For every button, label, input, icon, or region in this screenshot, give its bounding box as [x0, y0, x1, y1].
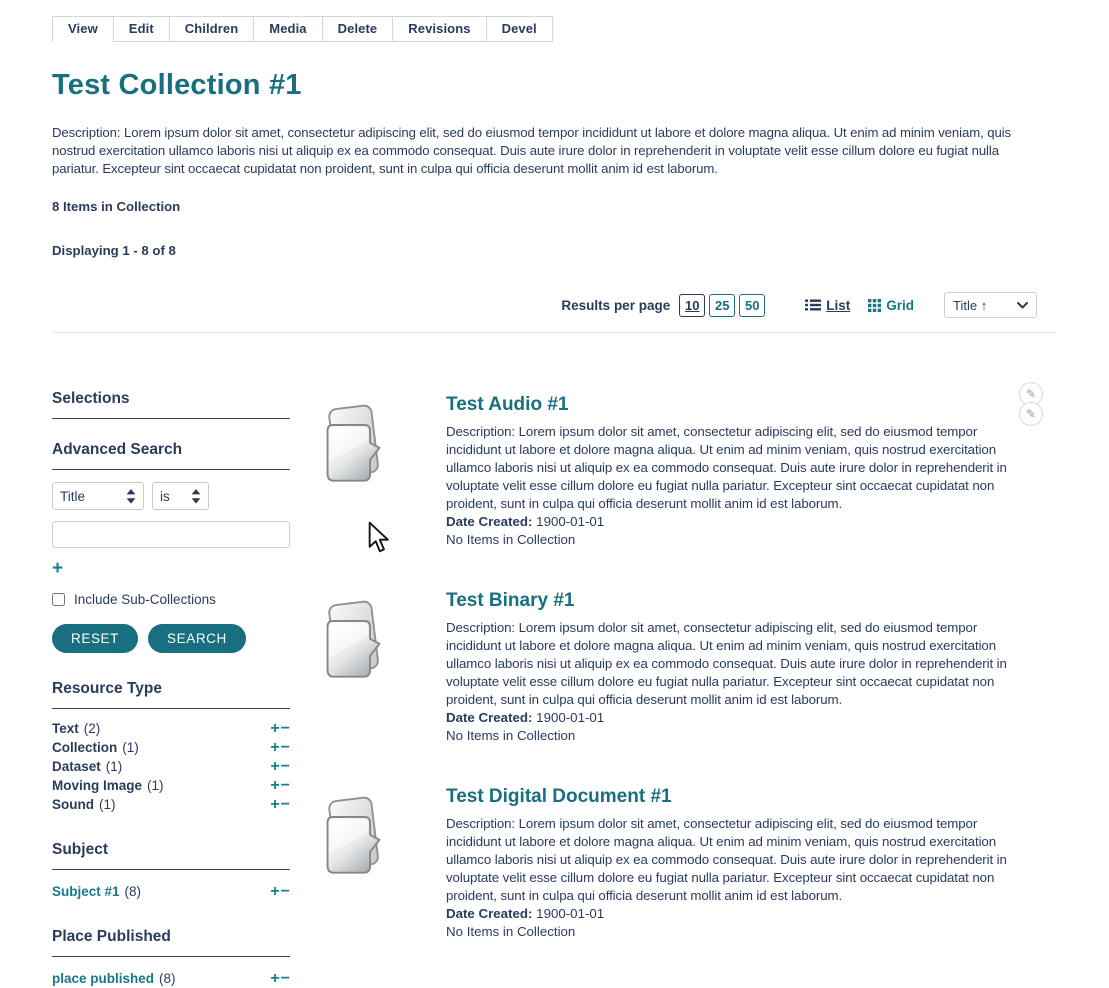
tab-revisions[interactable]: Revisions: [392, 16, 486, 42]
item-no-items-text: No Items in Collection: [446, 728, 576, 743]
facet-include-button[interactable]: +: [270, 795, 280, 813]
tab-media[interactable]: Media: [253, 16, 322, 42]
date-created-label: Date Created:: [446, 710, 533, 725]
results-bar: [52, 292, 1057, 333]
list-item: [320, 387, 1057, 549]
facet-include-button[interactable]: +: [270, 776, 280, 794]
resource-type-facets: [52, 719, 290, 814]
facet-link[interactable]: Text: [52, 721, 79, 736]
facet-row-sound: [52, 795, 290, 814]
add-search-row-button[interactable]: +: [52, 558, 64, 579]
facet-exclude-button[interactable]: −: [280, 738, 290, 756]
facet-link[interactable]: Dataset: [52, 759, 101, 774]
item-no-items-text: No Items in Collection: [446, 924, 576, 939]
resource-type-heading: Resource Type: [52, 680, 290, 709]
item-description: Description: Lorem ipsum dolor sit amet, consectetur adipiscing elit, sed do eiusmod tempor incididunt ut labore et dolore magna aliqua. Ut enim ad minim veniam, quis nostrud exercitation ullamco laboris nisi ut aliquip ex ea commodo consequat. Duis aute irure dolor in reprehenderit in voluptate velit esse cillum dolore eu fugiat nulla pariatur. Excepteur sint occaecat cupidatat non proident, sunt in culpa qui officia deserunt mollit anim id est laborum.: [446, 620, 1007, 707]
facet-row-moving-image: [52, 776, 290, 795]
facet-row-subject-1: [52, 882, 290, 901]
facet-count: (8): [159, 971, 176, 986]
page-size-25-button[interactable]: [709, 294, 735, 317]
pencil-icon: ✎: [1025, 387, 1037, 401]
facet-exclude-button[interactable]: −: [280, 719, 290, 737]
item-no-items-text: No Items in Collection: [446, 532, 576, 547]
facet-link[interactable]: Collection: [52, 740, 118, 755]
item-description: Description: Lorem ipsum dolor sit amet, consectetur adipiscing elit, sed do eiusmod tempor incididunt ut labore et dolore magna aliqua. Ut enim ad minim veniam, quis nostrud exercitation ullamco laboris nisi ut aliquip ex ea commodo consequat. Duis aute irure dolor in reprehenderit in voluptate velit esse cillum dolore eu fugiat nulla pariatur. Excepteur sint occaecat cupidatat non proident, sunt in culpa qui officia deserunt mollit anim id est laborum.: [446, 424, 1007, 511]
subject-heading: Subject: [52, 841, 290, 870]
sort-select-value: Title ↑: [953, 297, 988, 313]
reset-button[interactable]: RESET: [52, 624, 138, 653]
search-operator-select[interactable]: [152, 482, 209, 510]
tab-delete[interactable]: Delete: [322, 16, 394, 42]
search-operator-select-value: is: [160, 488, 170, 504]
facet-row-dataset: [52, 757, 290, 776]
tab-edit[interactable]: Edit: [113, 16, 170, 42]
collection-description: Description: Lorem ipsum dolor sit amet, consectetur adipiscing elit, sed do eiusmod tempor incididunt ut labore et dolore magna aliqua. Ut enim ad minim veniam, quis nostrud exercitation ullamco laboris nisi ut aliquip ex ea commodo consequat. Duis aute irure dolor in reprehenderit in voluptate velit esse cillum dolore eu fugiat nulla pariatur. Excepteur sint occaecat cupidatat non proident, sunt in culpa qui officia deserunt mollit anim id est laborum.: [52, 125, 1012, 176]
tab-children[interactable]: Children: [169, 16, 255, 42]
facet-include-button[interactable]: +: [270, 719, 280, 737]
facet-include-button[interactable]: +: [270, 757, 280, 775]
list-icon: [805, 299, 821, 311]
sort-select[interactable]: [944, 292, 1037, 318]
grid-view-toggle[interactable]: [868, 298, 914, 313]
select-updown-icon: [126, 489, 136, 504]
facet-include-button[interactable]: +: [270, 738, 280, 756]
item-title-link[interactable]: Test Binary #1: [446, 590, 575, 611]
list-view-toggle[interactable]: [805, 298, 850, 313]
pencil-icon: ✎: [1025, 407, 1037, 421]
grid-view-label: Grid: [886, 297, 914, 313]
facet-link[interactable]: place published: [52, 971, 155, 986]
facet-exclude-button[interactable]: −: [280, 757, 290, 775]
facet-count: (1): [99, 797, 116, 812]
facet-include-button[interactable]: +: [270, 969, 280, 987]
date-created-value: 1900-01-01: [536, 710, 605, 725]
facet-row-text: [52, 719, 290, 738]
edit-button[interactable]: [1019, 402, 1043, 426]
items-count-text: 8 Items in Collection: [52, 199, 181, 214]
list-item: [320, 786, 1057, 941]
facet-row-place-published: [52, 969, 290, 988]
search-field-select-value: Title: [60, 488, 86, 504]
facet-row-collection: [52, 738, 290, 757]
tab-devel[interactable]: Devel: [486, 16, 553, 42]
facet-link[interactable]: Moving Image: [52, 778, 143, 793]
include-subcollections-label: Include Sub-Collections: [74, 592, 216, 607]
facet-exclude-button[interactable]: −: [280, 969, 290, 987]
tab-view[interactable]: View: [52, 16, 114, 42]
facet-count: (8): [124, 884, 142, 899]
include-subcollections-checkbox[interactable]: [52, 593, 65, 606]
item-description: Description: Lorem ipsum dolor sit amet, consectetur adipiscing elit, sed do eiusmod tempor incididunt ut labore et dolore magna aliqua. Ut enim ad minim veniam, quis nostrud exercitation ullamco laboris nisi ut aliquip ex ea commodo consequat. Duis aute irure dolor in reprehenderit in voluptate velit esse cillum dolore eu fugiat nulla pariatur. Excepteur sint occaecat cupidatat non proident, sunt in culpa qui officia deserunt mollit anim id est laborum.: [446, 816, 1007, 903]
folder-icon[interactable]: [320, 394, 446, 549]
page-size-10-button[interactable]: [679, 294, 705, 317]
facet-exclude-button[interactable]: −: [280, 882, 290, 900]
results-per-page-label: Results per page: [561, 297, 671, 313]
facet-exclude-button[interactable]: −: [280, 795, 290, 813]
page-size-50-label: 50: [744, 297, 760, 313]
facet-exclude-button[interactable]: −: [280, 776, 290, 794]
date-created-value: 1900-01-01: [536, 906, 605, 921]
facet-link[interactable]: Subject #1: [52, 884, 120, 899]
page-size-10-label: 10: [684, 297, 700, 313]
facet-count: (1): [147, 778, 164, 793]
search-button[interactable]: SEARCH: [148, 624, 246, 653]
item-title-link[interactable]: Test Digital Document #1: [446, 786, 672, 807]
primary-tabs: [52, 16, 552, 42]
displaying-range-text: Displaying 1 - 8 of 8: [52, 243, 176, 258]
date-created-value: 1900-01-01: [536, 514, 605, 529]
chevron-down-icon: [1017, 302, 1028, 309]
selections-heading: Selections: [52, 390, 290, 419]
advanced-search-input[interactable]: [52, 521, 290, 548]
select-updown-icon: [191, 489, 201, 504]
include-subcollections-row: [52, 592, 290, 607]
list-view-label: List: [826, 297, 851, 313]
search-field-select[interactable]: [52, 482, 144, 510]
folder-icon[interactable]: [320, 786, 446, 941]
item-date-created: [446, 709, 1027, 727]
folder-icon[interactable]: [320, 590, 446, 745]
page-size-50-button[interactable]: [739, 294, 765, 317]
place-published-heading: Place Published: [52, 928, 290, 957]
page-size-25-label: 25: [714, 297, 730, 313]
item-title-link[interactable]: Test Audio #1: [446, 394, 569, 415]
collection-items-list: [320, 387, 1057, 988]
list-item: [320, 590, 1057, 745]
item-date-created: [446, 905, 1027, 923]
page-title: Test Collection #1: [52, 69, 302, 101]
facet-link[interactable]: Sound: [52, 797, 94, 812]
advanced-search-heading: Advanced Search: [52, 441, 290, 470]
facet-count: (2): [83, 721, 101, 736]
facet-count: (1): [105, 759, 123, 774]
item-edit-actions: [1019, 382, 1043, 426]
grid-icon: [868, 299, 881, 312]
facet-include-button[interactable]: +: [270, 882, 280, 900]
facet-count: (1): [122, 740, 139, 755]
item-date-created: [446, 513, 1027, 531]
date-created-label: Date Created:: [446, 906, 533, 921]
date-created-label: Date Created:: [446, 514, 533, 529]
search-facets-sidebar: [52, 390, 290, 988]
